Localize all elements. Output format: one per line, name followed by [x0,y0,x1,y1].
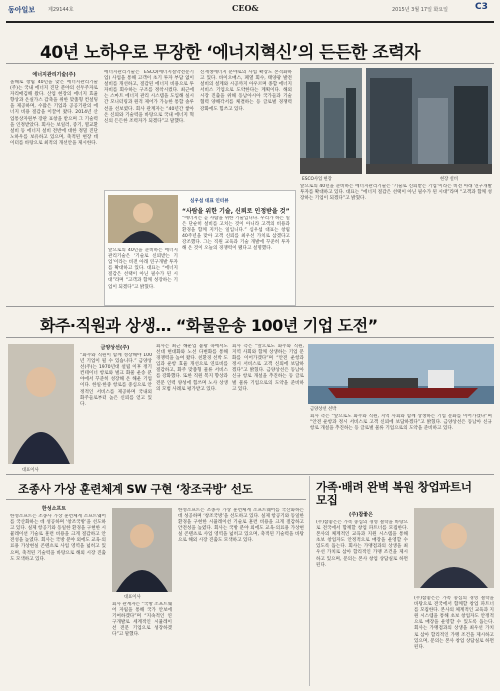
article1-headline: 40년 노하우로 무장한 ‘에너지혁신’의 든든한 조력자 [40,43,421,63]
article2-body2: 회사는 최근 해운업 불황 속에서도 선대 현대화와 노선 다변화를 통해 경쟁력을 높여 왔다. 친환경 선박 도입과 운항 효율 개선으로 연료비를 절감하고, 화주 맞춤형 물류 서비스를 강화했다. 또한 직원 복지 향상과 전문 인력 양성에 힘쓰며 노사 상생의 모범 사례로 평가받고 있다. [156,344,228,392]
divider [6,499,306,500]
article3-headline: 조종사 가상 훈련체계 SW 구현 ‘창조국방’ 선도 [18,482,253,496]
article2-ceo-caption: 대표이사 [22,468,39,473]
page-header [0,0,500,20]
article3-body3: 한성소프트는 조종사 가상 훈련체계 소프트웨어를 국산화하는 데 성공하며 ‘창조국방’을 선도하고 있다. 실제 항공기와 동일한 환경을 구현한 시뮬레이션 기술로 훈련 비용을 크게 절감하고 안전성을 높였다. 회사는 국방 분야 외에도 교육·의료용 가상현실 콘텐츠로 사업 영역을 넓히고 있으며, 축적된 기술력을 바탕으로 해외 시장 진출도 모색하고 있다. [178,508,304,544]
article3-caption: 대표이사 [124,595,141,600]
article3-ceo-photo [112,508,172,592]
article1-col2: 에너지관리기술은 ESCO(에너지절약전문기업) 사업을 통해 고객이 초기 투자 부담 없이 설비를 개선하고, 절감된 에너지 비용으로 투자비를 회수하는 구조를 정착시켰다. 최근에는 스마트 에너지 관리 시스템을 도입해 실시간 모니터링과 원격 제어가 가능한 통합 솔루션을 선보였다. 회사 관계자는 “40년간 쌓아온 신뢰와 기술력을 바탕으로 국내 에너지 혁신의 든든한 조력자가 되겠다”고 말했다. [104,70,194,124]
article1-photo-facility [300,68,362,174]
article4-photo [414,508,494,588]
portrait-illustration [8,344,74,464]
article4-body2: (주)참좋은은 가족 중심의 경영 철학을 바탕으로 전국에서 함께할 창업 파트너를 모집한다. 본사의 체계적인 교육과 지원 시스템을 통해 초보 창업자도 안정적으로 매장을 운영할 수 있도록 돕는다. 회사는 가맹점과의 상생을 최우선 가치로 삼아 합리적인 가맹 조건을 제시하고 있으며, 문의는 본사 창업 상담실로 하면 된다. [414,596,494,650]
article2-ceo-photo [8,344,74,464]
interview-quote-title: “사람을 위한 기술, 신뢰로 인정받을 것” [182,208,290,215]
article3-body2: 회사 관계자는 “국방 소프트웨어 자립을 통해 국가 안보에 기여하겠다”며 “지속적인 연구개발로 세계적인 시뮬레이션 전문 기업으로 성장하겠다”고 말했다. [112,602,172,638]
header-rule [6,21,494,23]
photo2-caption: 현장 설비 [440,177,458,182]
divider [6,63,494,64]
equipment-illustration [366,68,492,174]
ship-caption: 금양상선 선박 [310,407,337,412]
newspaper-logo: 동아일보 [8,6,36,14]
interview-side: 앞으로의 40년을 준비하는 에너지관리기술은 ‘기술로 신뢰받는 기업’이라는 비전 아래 연구개발 투자를 확대하고 있다. 대표는 “에너지 절감은 선택이 아닌 필수가 된 시대”라며 “고객과 함께 성장하는 기업이 되겠다”고 밝혔다. [108,248,178,290]
publication-date: 2015년 3월 17일 화요일 [392,7,449,13]
article3-byline: 한성소프트 [41,506,67,512]
ceo-portrait-photo [108,195,178,243]
portrait-illustration [112,508,172,592]
article1-col3: 신재생에너지 분야로의 사업 확장도 본격화하고 있다. 바이오매스, 폐열 회수, 태양광 발전 설비의 설계와 시공까지 아우르며 종합 에너지 서비스 기업으로 도약한다는 계획이다. 해외 시장 진출을 위해 동남아시아 국가들과 기술 협력 양해각서를 체결하는 등 글로벌 경쟁력 강화에도 힘쓰고 있다. [200,70,292,112]
article4-headline: 가족·배려 완벽 복원 창업파트너 모집 [316,480,472,507]
article2-byline: 금양상선(주) [100,345,130,351]
article4-body: (주)참좋은은 가족 중심의 경영 철학을 바탕으로 전국에서 함께할 창업 파트너를 모집한다. 본사의 체계적인 교육과 지원 시스템을 통해 초보 창업자도 안정적으로 매장을 운영할 수 있도록 돕는다. 회사는 가맹점과의 상생을 최우선 가치로 삼아 합리적인 가맹 조건을 제시하고 있으며, 문의는 본사 창업 상담실로 하면 된다. [316,520,408,568]
article2-ship-photo [308,344,494,404]
article3-body: 한성소프트는 조종사 가상 훈련체계 소프트웨어를 국산화하는 데 성공하며 ‘창조국방’을 선도하고 있다. 실제 항공기와 동일한 환경을 구현한 시뮬레이션 기술로 훈련 비용을 크게 절감하고 안전성을 높였다. 회사는 국방 분야 외에도 교육·의료용 가상현실 콘텐츠로 사업 영역을 넓히고 있으며, 축적된 기술력을 바탕으로 해외 시장 진출도 모색하고 있다. [10,514,106,562]
article2-body3: 회사 측은 “앞으로도 화주와 직원, 지역 사회와 함께 상생하는 기업 문화를 이어가겠다”며 “안전 운항과 정시 서비스로 고객 신뢰에 보답하겠다”고 밝혔다. 금양상선은 동남아 신규 항로 개설을 추진하는 등 글로벌 물류 기업으로의 도약을 준비하고 있다. [232,344,304,392]
article1-col4: 앞으로의 40년을 준비하는 에너지관리기술은 ‘기술로 신뢰받는 기업’이라는 비전 아래 연구개발 투자를 확대하고 있다. 대표는 “에너지 절감은 선택이 아닌 필수가 된 시대”라며 “고객과 함께 성장하는 기업이 되겠다”고 밝혔다. [300,184,492,202]
facility-illustration [300,68,362,174]
article2-body1: “화주와 직원이 함께 성장해야 100년 기업이 될 수 있습니다.” 금양상선(주)는 1970년대 설립 이후 정기 컨테이너 항로와 벌크 화물 운송 분야에서 꾸준히 성장해 온 해운 기업이다. 한일·한중 항로를 중심으로 안정적인 서비스를 제공하며 국내외 화주들로부터 높은 신뢰를 얻고 있다. [80,353,152,407]
column-divider [309,476,310,686]
page-number: C3 [475,2,488,12]
article1-byline: 에너지관리기술(주) [32,72,76,78]
article4-byline: (주)참좋은 [349,512,373,518]
section-title: CEO& [232,3,259,13]
divider [6,474,494,475]
portrait-illustration [108,195,178,243]
issue-number: 제29144호 [48,7,74,13]
interview-tag: 심우섭 대표 인터뷰 [190,199,229,204]
photo1-caption: ESCO사업 현장 [302,177,332,182]
divider [6,306,494,307]
article2-headline: 화주·직원과 상생… “화물운송 100년 기업 도전” [40,316,378,335]
article1-photo-equipment [366,68,492,174]
divider [6,337,494,338]
ship-illustration [308,344,494,404]
interview-body: “에너지는 곧 사람을 위한 기술입니다. 우리가 하는 일은 단순히 설비를 고치는 것이 아니라 고객의 비용과 환경을 함께 지키는 일입니다.” 심우섭 대표는 창립 40주년을 맞아 고객 신뢰를 최우선 가치로 삼겠다고 강조했다. 그는 직원 교육과 기술 개발에 꾸준히 투자해 온 것이 오늘의 경쟁력이 됐다고 설명했다. [182,216,290,252]
article1-col1: 올해로 창립 40년을 맞은 에너지관리기술(주)는 국내 에너지 진단 분야의 선두주자로 자리매김해 왔다. 산업 현장의 에너지 효율 향상과 온실가스 감축을 위한 맞춤형 컨설팅을 제공하며, 수많은 기업과 공공기관의 에너지 비용 절감을 이끌어 왔다. 2014년 산업통상자원부 장관 표창을 받으며 그 기술력을 인정받았다. 회사는 보일러, 증기, 열교환 설비 등 에너지 설비 전반에 대한 정밀 진단 노하우를 보유하고 있으며, 축적된 현장 데이터를 바탕으로 최적의 개선안을 제시한다. [10,80,98,146]
portrait-illustration [414,508,494,588]
article2-body-right: 회사 측은 “앞으로도 화주와 직원, 지역 사회와 함께 상생하는 기업 문화를 이어가겠다”며 “안전 운항과 정시 서비스로 고객 신뢰에 보답하겠다”고 밝혔다. 금양상선은 동남아 신규 항로 개설을 추진하는 등 글로벌 물류 기업으로의 도약을 준비하고 있다. [310,414,492,432]
